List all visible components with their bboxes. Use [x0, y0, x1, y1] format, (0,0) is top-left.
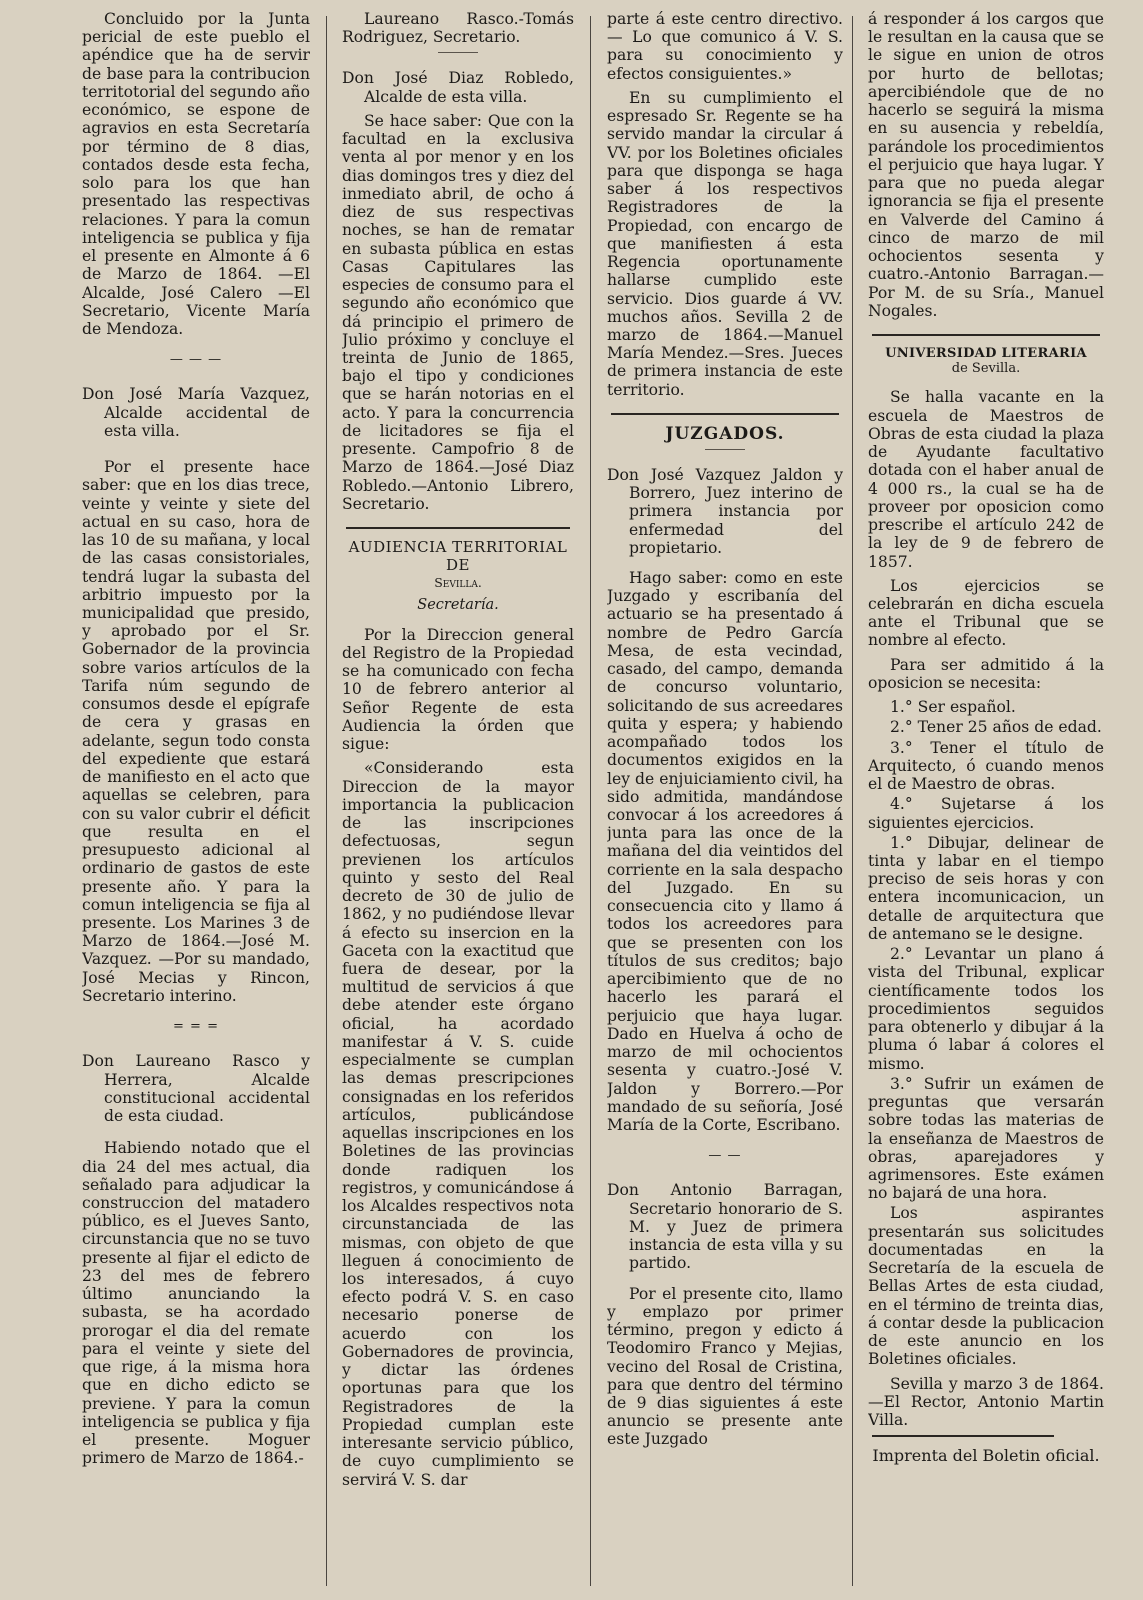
- column-divider: [852, 16, 853, 1586]
- imprenta-footer: Imprenta del Boletin oficial.: [872, 1446, 1100, 1466]
- universidad-subtitle: de Sevilla.: [951, 361, 1021, 377]
- list-item: 3.° Tener el título de Arquitecto, ó cuando menos el de Maestro de obras.: [868, 738, 1104, 794]
- column-divider: [590, 16, 591, 1586]
- audiencia-continued-2: En su cumplimiento el espresado Sr. Regente se ha servido mandar la circular á VV. por los Boletines oficiales para que disponga se haga saber á los respectivos Registradores de la Propiedad, con encargo de que manifiesten á esta Regencia oportunamente hallarse cumplido este servicio. Dios guarde á VV. muchos años. Sevilla 2 de marzo de 1864.—Manuel María Mendez.—Sres. Jueces de primera instancia de este territorio.: [607, 88, 843, 399]
- separator: [705, 449, 745, 450]
- universidad-body-1: Se halla vacante en la escuela de Maestros de Obras de esta ciudad la plaza de Ayudante facultativo dotada con el haber anual de 4 000 rs., la cual se ha de proveer por oposicion como prescribe el artículo 242 de la ley de 9 de febrero de 1857.: [868, 388, 1104, 571]
- list-item: 1.° Ser español.: [890, 698, 1016, 717]
- audiencia-city: Sevilla.: [434, 575, 482, 591]
- separator: — — —: [169, 352, 223, 368]
- juzgados-title: JUZGADOS.: [665, 423, 785, 444]
- universidad-body-2: Los ejercicios se celebrarán en dicha escuela ante el Tribunal que se nombre al efecto.: [868, 576, 1104, 650]
- section-rule: [611, 413, 839, 415]
- column-3: [607, 10, 843, 1594]
- separator: — —: [708, 1148, 742, 1164]
- rasco-signature: Laureano Rasco.-Tomás Rodriguez, Secretario.: [342, 10, 574, 47]
- audiencia-title: AUDIENCIA TERRITORIAL DE: [348, 538, 568, 574]
- section-rule: [346, 527, 570, 529]
- list-item: 4.° Sujetarse á los siguientes ejercicios.: [868, 795, 1104, 832]
- universidad-title: UNIVERSIDAD LITERARIA: [885, 345, 1087, 361]
- universidad-body-4: Los aspirantes presentarán sus solicitudes documentadas en la Secretaría de la escuela de Bellas Artes de esta ciudad, en el término de treinta dias, á contar desde la publicacion de este anuncio en los Boletines oficiales.: [868, 1204, 1104, 1369]
- audiencia-body-2: «Considerando esta Direccion de la mayor importancia la publicacion de las inscripciones defectuosas, segun previenen los artículos quinto y sesto del Real decreto de 30 de julio de 1862, y no pudiéndose llevar á efecto su insercion en la Gaceta con la exactitud que fuera de desear, por la multitud de servicios á que debe atender este órgano oficial, ha acordado manifestar á V. S. cuide especialmente se cumplan las demas prescripciones consignadas en los referidos artículos, publicándose aquellas inscripciones en los Boletines de las provincias donde radiquen los registros, y comunicándose á los Alcaldes respectivos nota circunstanciada de las mismas, con objeto de que lleguen á conocimiento de los interesados, á cuyo efecto podrá V. S. en caso necesario ponerse de acuerdo con los Gobernadores de provincia, y dictar las órdenes oportunas para que los Registradores de la Propiedad cumplan este interesante servicio público, de cuyo cumplimiento se servirá V. S. dar: [342, 759, 574, 1489]
- vazquez-heading: Don José María Vazquez, Alcalde accidental de esta villa.: [82, 385, 310, 440]
- jaldon-body: Hago saber: como en este Juzgado y escribanía del actuario se ha presentado á nombre de Pedro García Mesa, de esta vecindad, casado, del campo, demanda de concurso voluntario, solicitando de sus acreedares quita y espera; y habiendo acompañado todos los documentos exigidos en la ley de enjuiciamiento civil, ha sido admitida, mandándose convocar á los acreedores á junta para las once de la mañana del dia veintidos del corriente en la sala despacho del Juzgado. En su consecuencia cito y llamo á todos los acreedores para que se presenten con los títulos de sus creditos; bajo apercibimiento que de no hacerlo les parará el perjuicio que haya lugar. Dado en Huelva á ocho de marzo de mil ochocientos sesenta y cuatro.-José V. Jaldon y Borrero.—Por mandado de su señoría, José María de la Corte, Escribano.: [607, 568, 843, 1134]
- list-item: 1.° Dibujar, delinear de tinta y labar en el tiempo preciso de seis horas y con entera incomunicacion, un detalle de arquitectura que de antemano se le designe.: [868, 833, 1104, 943]
- barragan-body: Por el presente cito, llamo y emplazo por primer término, pregon y edicto á Teodomiro Franco y Mejias, vecino del Rosal de Cristina, para que dentro del término de 9 dias siguientes á este anuncio se presente ante este Juzgado: [607, 1284, 843, 1449]
- list-item: 2.° Tener 25 años de edad.: [890, 718, 1102, 737]
- column-divider: [326, 16, 327, 1586]
- list-item: 3.° Sufrir un exámen de preguntas que versarán sobre todas las materias de la enseñanza de Maestros de obras, aparejadores y agrimensores. Este exámen no bajará de una hora.: [868, 1074, 1104, 1203]
- diaz-body: Se hace saber: Que con la facultad en la exclusiva venta al por menor y en los dias domingos tres y diez del inmediato abril, de ocho á diez de sus respectivas noches, se han de rematar en subasta pública en estas Casas Capitulares las especies de consumo para el segundo año económico que dá principio el primero de Julio próximo y concluye el treinta de Junio de 1865, bajo el tipo y condiciones que se harán notorias en el acto. Y para la concurrencia de licitadores se fija el presente. Campofrio 8 de Marzo de 1864.—José Diaz Robledo.—Antonio Librero, Secretario.: [342, 111, 574, 513]
- audiencia-secretaria: Secretaría.: [417, 596, 499, 613]
- jaldon-heading: Don José Vazquez Jaldon y Borrero, Juez interino de primera instancia por enfermedad del propietario.: [607, 465, 843, 557]
- separator: [438, 52, 478, 53]
- audiencia-body-1: Por la Direccion general del Registro de la Propiedad se ha comunicado con fecha 10 de febrero anterior al Señor Regente de esta Audiencia la órden que sigue:: [342, 625, 574, 754]
- column-2: [342, 10, 574, 1594]
- rasco-body: Habiendo notado que el dia 24 del mes actual, dia señalado para adjudicar la construccion del matadero público, es el Jueves Santo, circunstancia que no se tuvo presente al fijar el edicto de 23 del mes de febrero último anunciando la subasta, se ha acordado prorogar el dia del remate para el veinte y siete del que rige, á la misma hora que en dicho edicto se previene. Y para la comun inteligencia se publica y fija el presente. Moguer primero de Marzo de 1864.-: [82, 1139, 310, 1468]
- section-rule: [872, 1435, 1054, 1437]
- separator: = = =: [173, 1019, 219, 1035]
- list-item: 2.° Levantar un plano á vista del Tribunal, explicar científicamente todos los procedimientos seguidos para obtenerlo y dibujar á la pluma ó labar á colores el mismo.: [868, 945, 1104, 1073]
- column-4: [868, 10, 1104, 1594]
- junta-notice: Concluido por la Junta pericial de este pueblo el apéndice que ha de servir de base para la contribucion territotorial del segundo año económico, se espone de agravios en esta Secretaría por término de 8 dias, contados desde esta fecha, solo para los que han presentado las respectivas relaciones. Y para la comun inteligencia se publica y fija el presente en Almonte á 6 de Marzo de 1864. —El Alcalde, José Calero —El Secretario, Vicente María de Mendoza.: [82, 10, 310, 338]
- rasco-heading: Don Laureano Rasco y Herrera, Alcalde constitucional accidental de esta ciudad.: [82, 1052, 310, 1126]
- universidad-body-3: Para ser admitido á la oposicion se necesita:: [868, 655, 1104, 692]
- vazquez-body: Por el presente hace saber: que en los dias trece, veinte y veinte y siete del actual en su caso, hora de las 10 de su mañana, y local de las casas consistoriales, tendrá lugar la subasta del arbitrio impuesto por la municipalidad que presido, y aprobado por el Sr. Gobernador de la provincia sobre varios artículos de la Tarifa núm segundo de consumos desde el epígrafe de cera y grasas en adelante, segun todo consta del expediente que estará de manifiesto en el acto que aquellas se celebren, para con su valor cubrir el déficit que resulta en el presupuesto adicional al ordinario de gastos de este presente año. Y para la comun inteligencia se fija al presente. Los Marines 3 de Marzo de 1864.—José M. Vazquez. —Por su mandado, José Mecias y Rincon, Secretario interino.: [82, 458, 310, 1005]
- universidad-signature: Sevilla y marzo 3 de 1864. —El Rector, Antonio Martin Villa.: [868, 1374, 1104, 1430]
- diaz-heading: Don José Diaz Robledo, Alcalde de esta villa.: [342, 69, 574, 106]
- barragan-heading: Don Antonio Barragan, Secretario honorario de S. M. y Juez de primera instancia de esta villa y su partido.: [607, 1181, 843, 1273]
- requirements-list: [868, 698, 1104, 1202]
- section-rule: [872, 334, 1100, 336]
- column-1: [82, 10, 310, 1594]
- barragan-continued: á responder á los cargos que le resultan en la causa que se le sigue en union de otros por hurto de bellotas; apercibiéndole que de no hacerlo se seguirá la misma en su ausencia y rebeldía, parándole los procedimientos el perjuicio que haya lugar. Y para que no pueda alegar ignorancia se fija el presente en Valverde del Camino á cinco de marzo de mil ochocientos sesenta y cuatro.-Antonio Barragan.—Por M. de su Sría., Manuel Nogales.: [868, 10, 1104, 320]
- audiencia-continued: parte á este centro directivo. — Lo que comunico á V. S. para su conocimiento y efectos consiguientes.»: [607, 10, 843, 83]
